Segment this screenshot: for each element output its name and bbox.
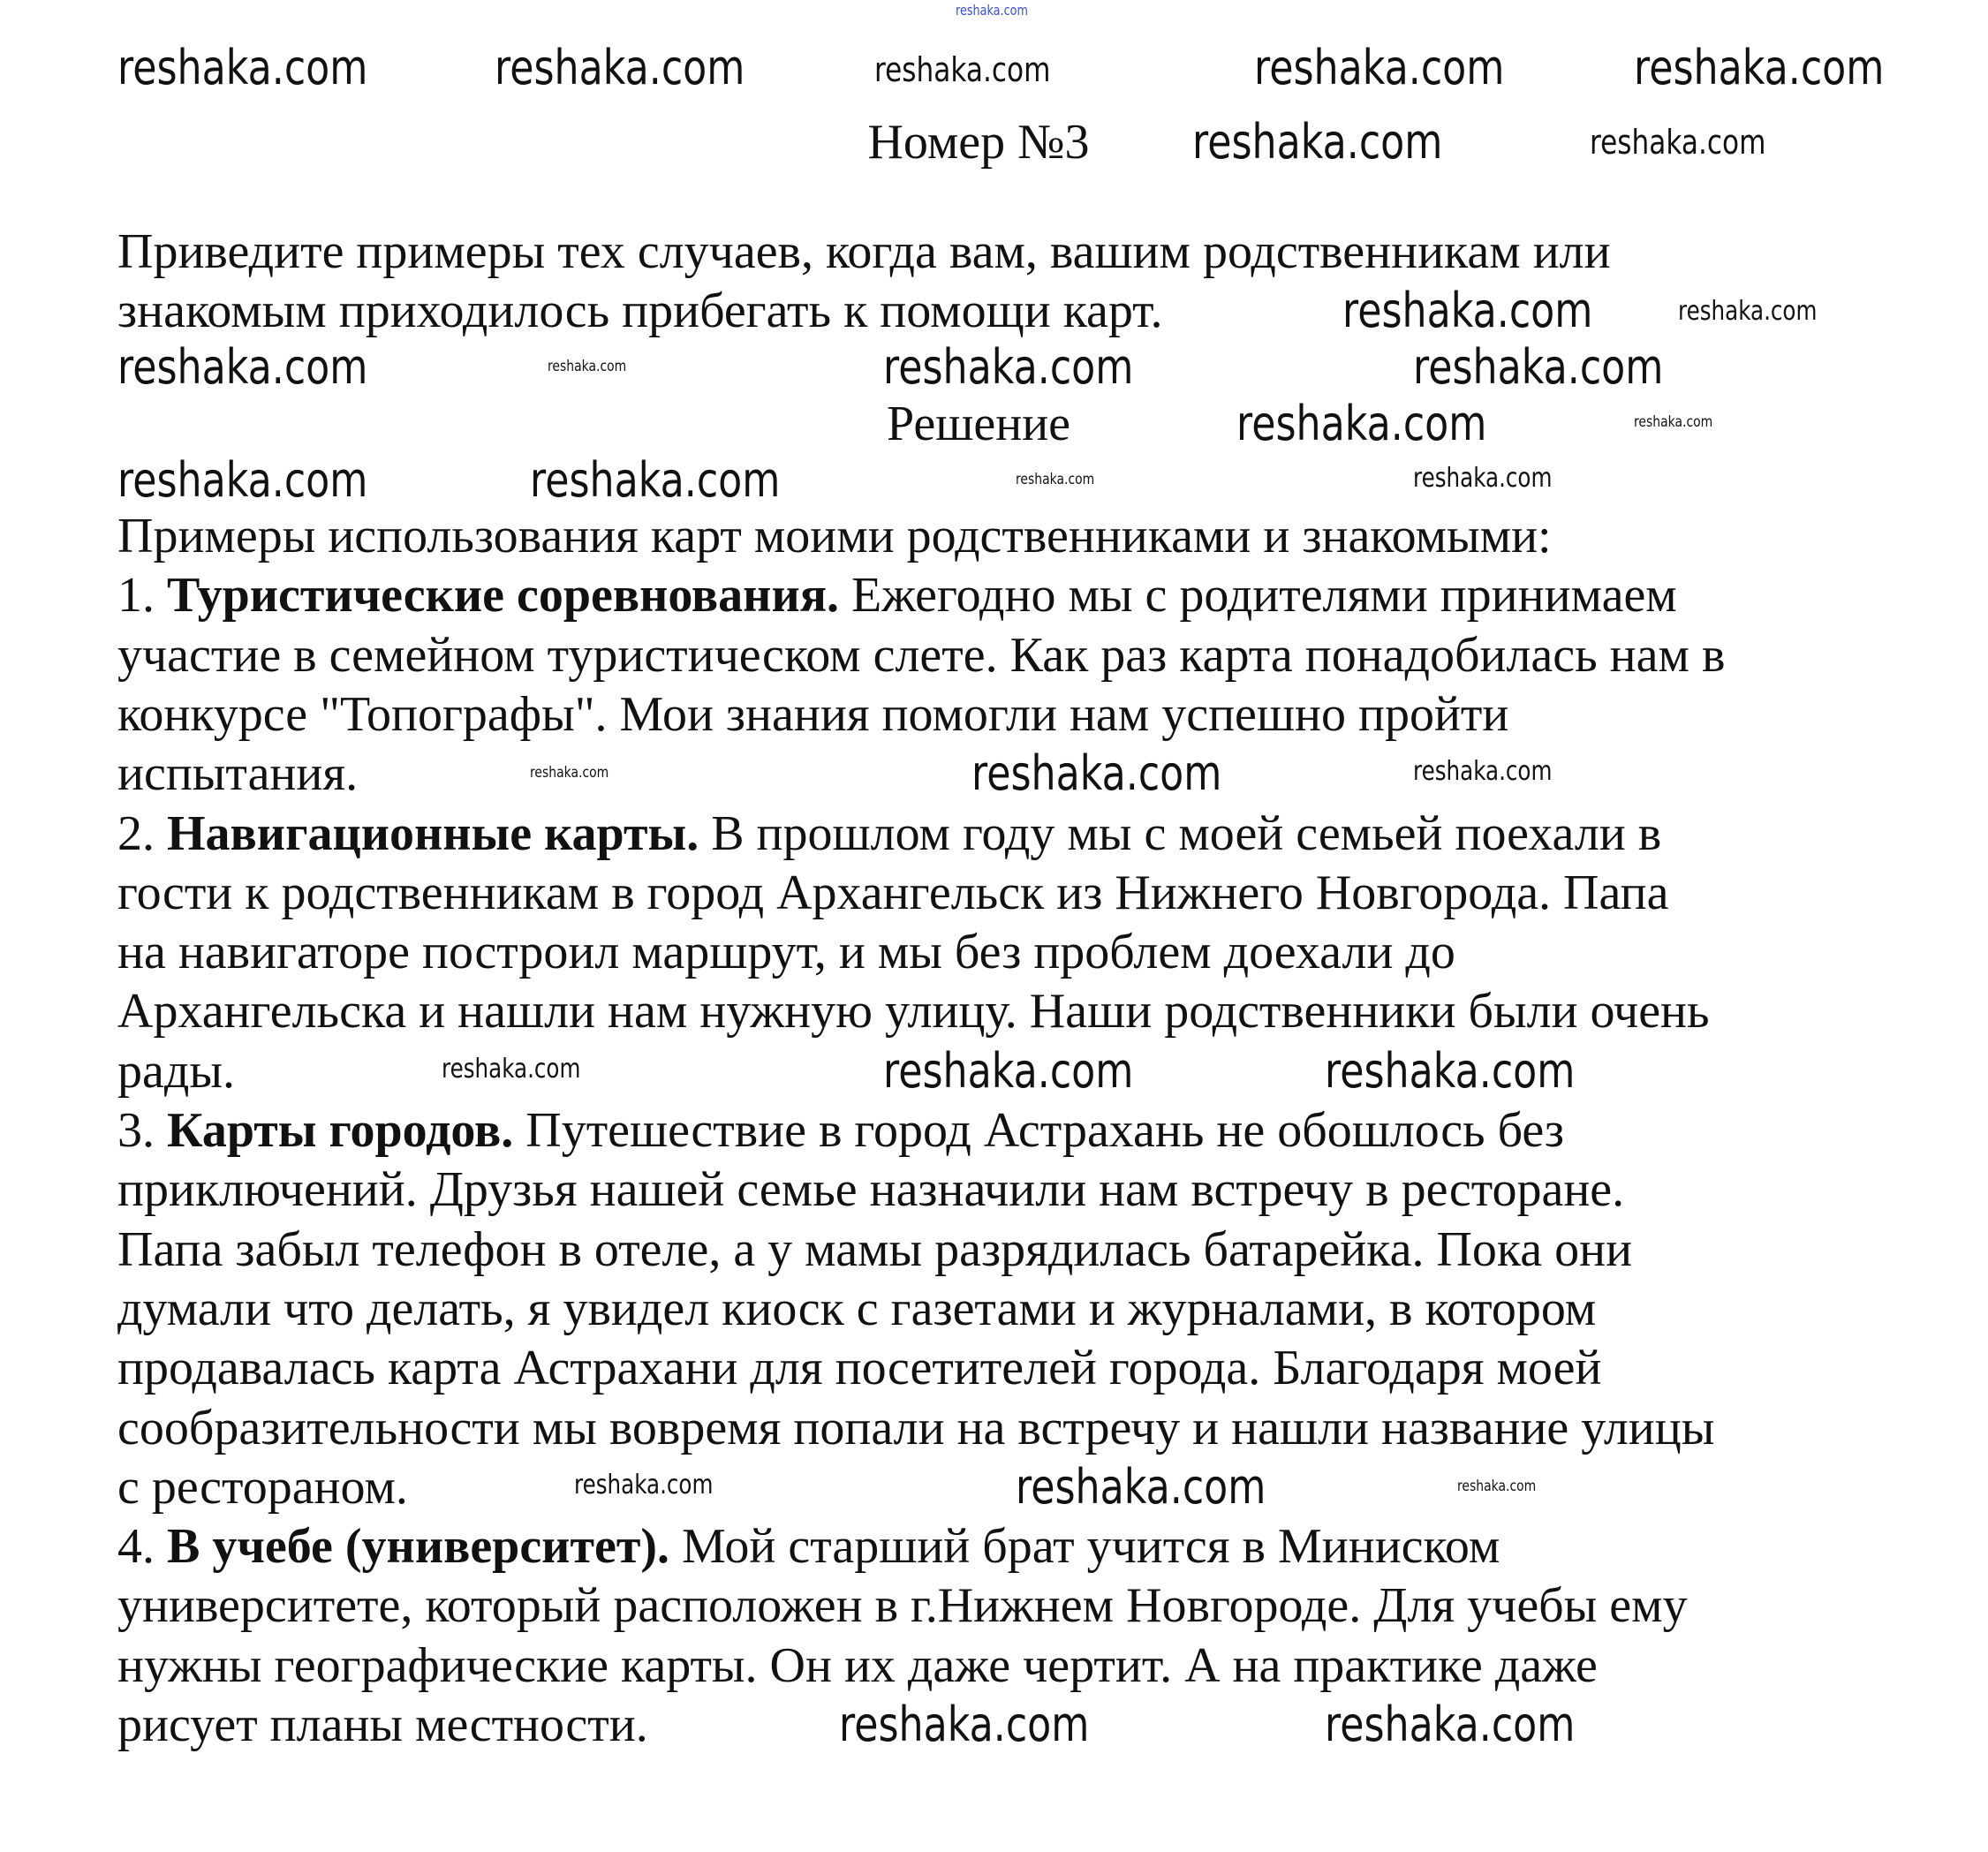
- item-3-line: с рестораном.: [117, 1459, 408, 1515]
- item-1-line: испытания.: [117, 746, 359, 802]
- question-line: Приведите примеры тех случаев, когда вам, вашим родственникам или: [117, 224, 1611, 279]
- watermark: reshaka.com: [117, 452, 368, 508]
- item-4-line: рисует планы местности.: [117, 1697, 648, 1752]
- watermark: reshaka.com: [883, 339, 1134, 395]
- item-heading: В учебе (университет).: [167, 1519, 669, 1575]
- watermark: reshaka.com: [1236, 396, 1487, 451]
- question-line: знакомым приходилось прибегать к помощи карт.: [117, 283, 1163, 338]
- item-text: Ежегодно мы с родителями принимаем: [839, 568, 1677, 624]
- watermark: reshaka.com: [1634, 413, 1713, 431]
- watermark: reshaka.com: [1634, 40, 1885, 95]
- watermark: reshaka.com: [442, 1054, 581, 1085]
- watermark: reshaka.com: [574, 1470, 714, 1500]
- watermark: reshaka.com: [1325, 1697, 1576, 1752]
- item-heading: Туристические соревнования.: [167, 568, 840, 624]
- item-number: 1.: [117, 568, 167, 624]
- item-3-first-line: [117, 1101, 1564, 1160]
- watermark: reshaka.com: [1016, 1459, 1266, 1515]
- watermark: reshaka.com: [971, 745, 1222, 801]
- solution-heading: Решение: [886, 397, 1071, 451]
- answer-intro: Примеры использования карт моими родственниками и знакомыми:: [117, 509, 1552, 563]
- item-3-line: продавалась карта Астрахани для посетителей города. Благодаря моей: [117, 1341, 1602, 1396]
- item-1-first-line: [117, 566, 1677, 625]
- item-number: 2.: [117, 805, 167, 861]
- watermark: reshaka.com: [1413, 339, 1664, 395]
- item-heading: Навигационные карты.: [167, 805, 699, 861]
- watermark: reshaka.com: [117, 40, 368, 95]
- watermark: reshaka.com: [1192, 114, 1443, 170]
- item-2-line: рады.: [117, 1043, 235, 1099]
- page-title: Номер №3: [867, 115, 1090, 170]
- watermark: reshaka.com: [495, 40, 745, 95]
- watermark: reshaka.com: [1413, 756, 1553, 787]
- item-text: В прошлом году мы с моей семьей поехали в: [699, 805, 1662, 861]
- item-heading: Карты городов.: [167, 1103, 514, 1158]
- item-3-line: приключений. Друзья нашей семье назначили нам встречу в ресторане.: [117, 1162, 1625, 1218]
- item-2-line: на навигаторе построил маршрут, и мы без проблем доехали до: [117, 925, 1455, 980]
- watermark: reshaka.com: [1254, 40, 1505, 95]
- watermark: reshaka.com: [874, 50, 1051, 89]
- watermark: reshaka.com: [839, 1697, 1090, 1752]
- item-text: Мой старший брат учится в Миниском: [669, 1519, 1500, 1575]
- item-3-line: сообразительности мы вовремя попали на встречу и нашли название улицы: [117, 1400, 1715, 1455]
- item-1-line: участие в семейном туристическом слете. Как раз карта понадобилась нам в: [117, 627, 1726, 683]
- watermark: reshaka.com: [1016, 471, 1095, 488]
- watermark: reshaka.com: [548, 358, 627, 375]
- header-watermark-link[interactable]: reshaka.com: [956, 2, 1028, 19]
- item-2-line: гости к родственникам в город Архангельск из Нижнего Новгорода. Папа: [117, 865, 1669, 920]
- item-4-first-line: [117, 1517, 1500, 1576]
- watermark: reshaka.com: [1342, 283, 1593, 338]
- item-number: 3.: [117, 1103, 167, 1158]
- item-text: Путешествие в город Астрахань не обошлось без: [513, 1103, 1565, 1158]
- watermark: reshaka.com: [1413, 463, 1553, 494]
- item-2-line: Архангельска и нашли нам нужную улицу. Наши родственники были очень: [117, 984, 1710, 1039]
- item-4-line: нужны географические карты. Он их даже чертит. А на практике даже: [117, 1637, 1598, 1693]
- item-1-line: конкурсе "Топографы". Мои знания помогли нам успешно пройти: [117, 686, 1509, 742]
- item-3-line: думали что делать, я увидел киоск с газетами и журналами, в котором: [117, 1281, 1597, 1336]
- watermark: reshaka.com: [1590, 123, 1766, 162]
- watermark: reshaka.com: [1678, 296, 1818, 327]
- item-2-first-line: [117, 805, 1661, 864]
- watermark: reshaka.com: [883, 1043, 1134, 1099]
- item-number: 4.: [117, 1519, 167, 1575]
- watermark: reshaka.com: [1325, 1043, 1576, 1099]
- watermark: reshaka.com: [1457, 1478, 1537, 1495]
- watermark: reshaka.com: [530, 452, 781, 508]
- watermark: reshaka.com: [530, 764, 609, 782]
- watermark: reshaka.com: [117, 339, 368, 395]
- item-4-line: университете, который расположен в г.Нижнем Новгороде. Для учебы ему: [117, 1578, 1688, 1634]
- item-3-line: Папа забыл телефон в отеле, а у мамы разрядилась батарейка. Пока они: [117, 1221, 1633, 1277]
